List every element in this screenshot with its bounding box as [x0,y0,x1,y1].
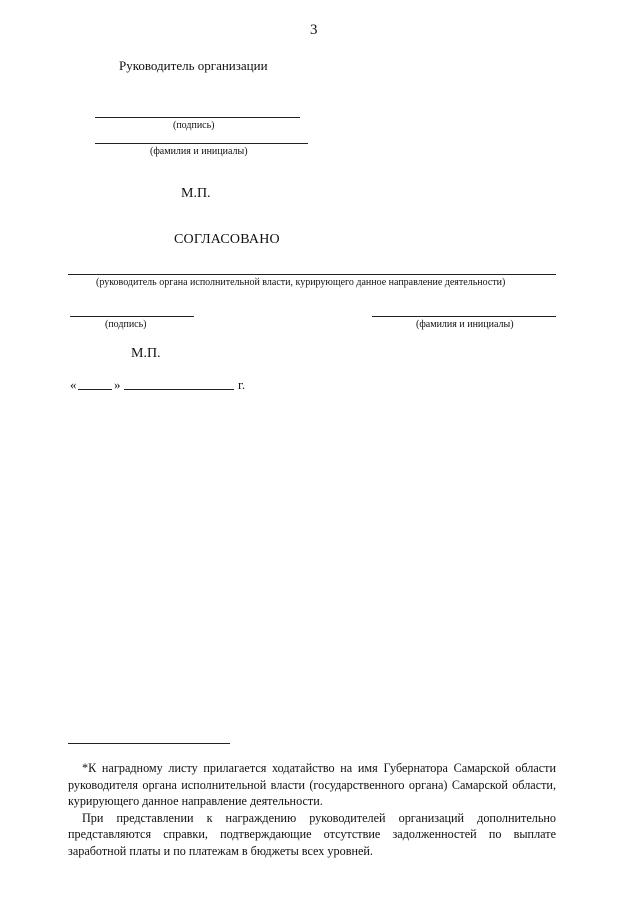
organization-name-line [95,143,308,144]
authority-line [68,274,556,275]
approval-name-line [372,316,556,317]
approval-signature-caption: (подпись) [105,319,147,330]
approval-name-caption: (фамилия и инициалы) [416,319,514,330]
authority-caption: (руководитель органа исполнительной власти, курирующего данное направление деятельности) [96,277,506,288]
date-close-quote: » [114,377,121,392]
date-day-line [78,389,112,390]
footnotes [68,760,556,860]
date-open-quote: « [70,377,77,392]
approval-stamp-label: М.П. [131,346,161,361]
footnote-certificates: При представлении к награждению руководителей организаций дополнительно представляются справки, подтверждающие отсутствие задолженностей по выплате заработной платы и по платежам в бюджеты всех уровней. [68,810,556,858]
organization-signature-line [95,117,300,118]
organization-signature-caption: (подпись) [173,120,215,131]
page-number: 3 [310,22,318,38]
footnote-separator [68,743,230,744]
footnote-attachment: *К наградному листу прилагается ходатайство на имя Губернатора Самарской области руководителя органа исполнительной власти (государственного органа) Самарской области, курирующего данное направление деятельности. [68,761,556,809]
organization-stamp-label: М.П. [181,186,211,201]
organization-name-caption: (фамилия и инициалы) [150,146,248,157]
organization-head-title: Руководитель организации [119,58,268,73]
date-month-line [124,389,234,390]
approval-signature-line [70,316,194,317]
date-year-suffix: г. [238,377,246,392]
approval-title: СОГЛАСОВАНО [174,232,280,247]
